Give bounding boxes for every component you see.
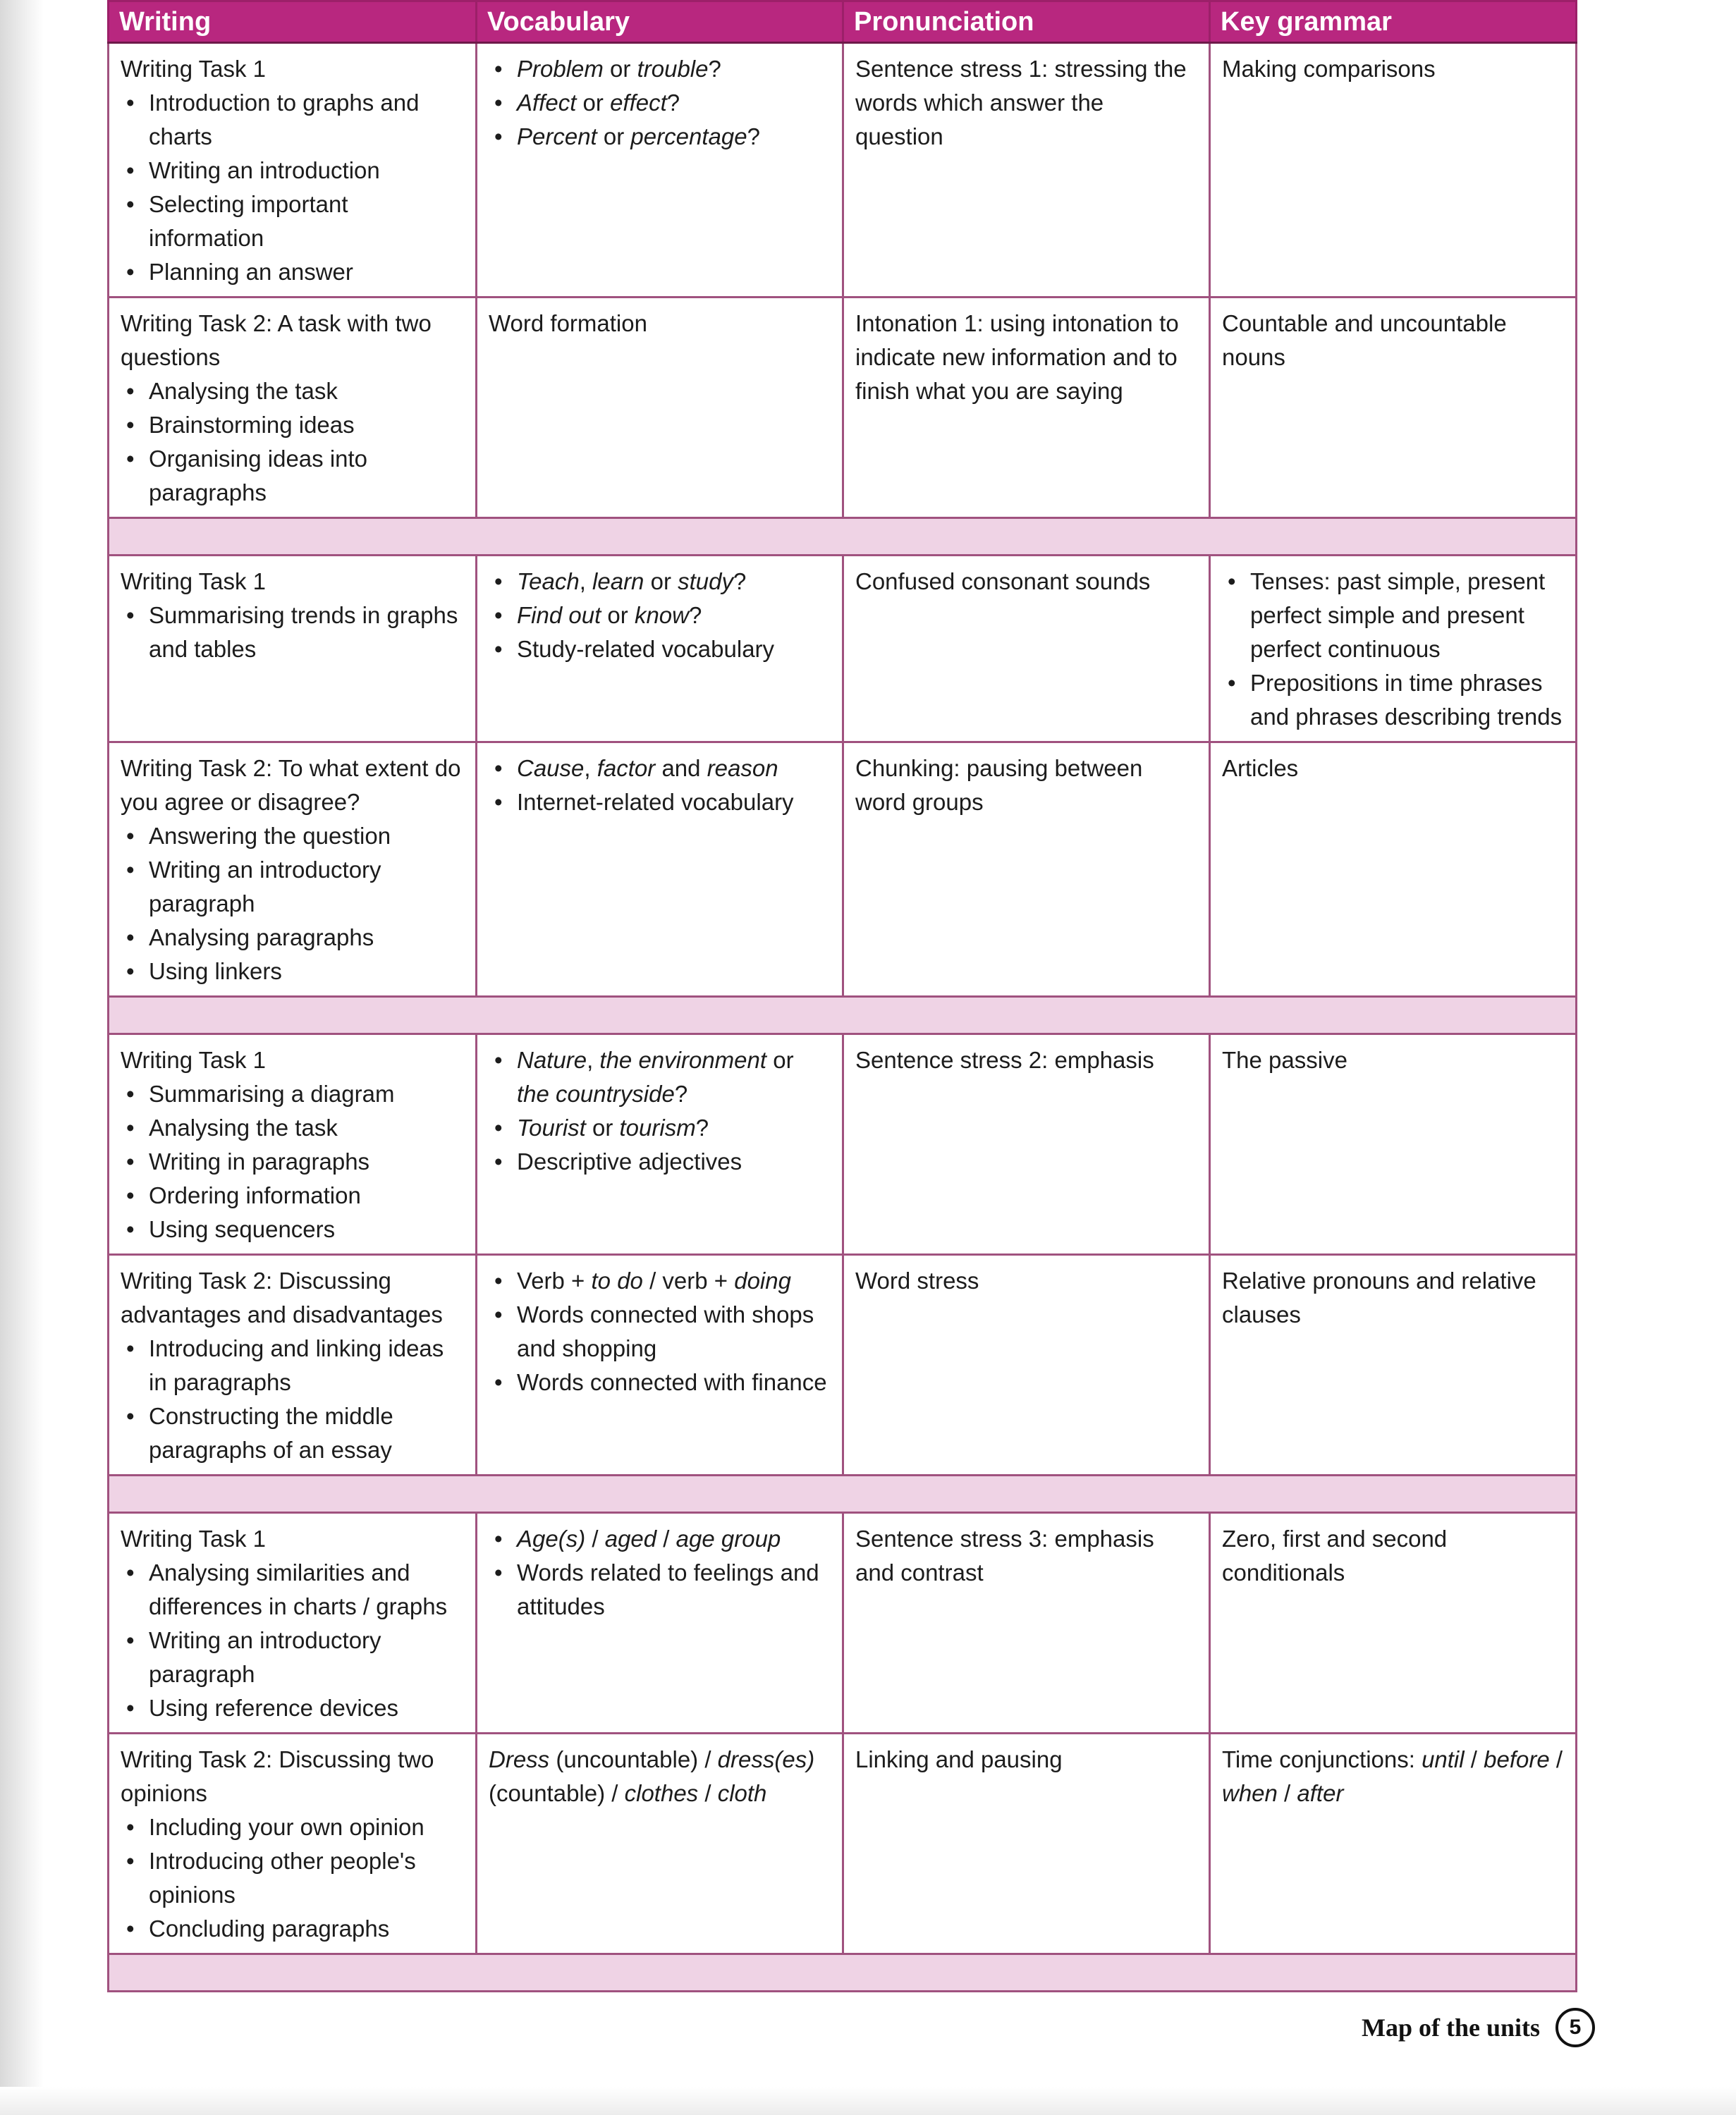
cell-lead-text: Zero, first and second conditionals xyxy=(1222,1526,1448,1586)
cell-vocabulary xyxy=(477,1513,843,1734)
cell-lead-text: Sentence stress 1: stressing the words which answer the question xyxy=(855,56,1187,149)
table-row xyxy=(109,298,1577,518)
cell-grammar xyxy=(1210,43,1577,298)
cell-lead-text: Making comparisons xyxy=(1222,56,1436,82)
cell-vocabulary xyxy=(477,298,843,518)
list-item: • Internet-related vocabulary xyxy=(489,785,831,819)
list-item: • Brainstorming ideas xyxy=(121,408,464,442)
bullet-list xyxy=(121,1810,464,1946)
cell-vocabulary xyxy=(477,43,843,298)
bullet-list xyxy=(489,1264,831,1399)
cell-lead-text: Writing Task 1 xyxy=(121,1047,267,1073)
list-item: • Nature, the environment or the countryside? xyxy=(489,1043,831,1111)
cell-lead-text: Countable and uncountable nouns xyxy=(1222,310,1507,370)
cell-lead-text: Writing Task 1 xyxy=(121,1526,267,1552)
cell-lead-text: Writing Task 2: Discussing two opinions xyxy=(121,1746,434,1806)
bullet-list xyxy=(121,599,464,666)
cell-lead-text: Word formation xyxy=(489,310,647,336)
cell-writing xyxy=(109,1734,477,1954)
list-item: • Analysing similarities and differences in charts / graphs xyxy=(121,1556,464,1624)
cell-writing xyxy=(109,1034,477,1255)
list-item: • Introduction to graphs and charts xyxy=(121,86,464,154)
cell-lead-text: Writing Task 2: A task with two questions xyxy=(121,310,432,370)
page-bottom-shadow xyxy=(0,2087,1736,2115)
table-row xyxy=(109,1513,1577,1734)
cell-pronunciation xyxy=(843,1734,1210,1954)
list-item: • Analysing the task xyxy=(121,374,464,408)
list-item: • Summarising trends in graphs and tables xyxy=(121,599,464,666)
list-item: • Selecting important information xyxy=(121,188,464,255)
section-separator-cell xyxy=(109,997,1577,1034)
cell-lead-text: Writing Task 2: To what extent do you agree or disagree? xyxy=(121,755,461,815)
bullet-list xyxy=(121,374,464,510)
list-item: • Words connected with shops and shopping xyxy=(489,1298,831,1366)
cell-writing xyxy=(109,43,477,298)
list-item: • Using reference devices xyxy=(121,1691,464,1725)
cell-pronunciation xyxy=(843,1513,1210,1734)
cell-lead-text: Articles xyxy=(1222,755,1299,781)
table-row xyxy=(109,1034,1577,1255)
list-item: • Affect or effect? xyxy=(489,86,831,120)
cell-grammar xyxy=(1210,556,1577,742)
list-item: • Answering the question xyxy=(121,819,464,853)
list-item: • Verb + to do / verb + doing xyxy=(489,1264,831,1298)
list-item: • Analysing paragraphs xyxy=(121,921,464,955)
section-separator-row xyxy=(109,1954,1577,1992)
list-item: • Constructing the middle paragraphs of an essay xyxy=(121,1399,464,1467)
list-item: • Concluding paragraphs xyxy=(121,1912,464,1946)
bullet-list xyxy=(121,1332,464,1467)
list-item: • Introducing and linking ideas in paragraphs xyxy=(121,1332,464,1399)
cell-grammar xyxy=(1210,1734,1577,1954)
bullet-list xyxy=(1222,565,1564,734)
cell-writing xyxy=(109,742,477,997)
header-key-grammar: Key grammar xyxy=(1210,1,1577,43)
list-item: • Summarising a diagram xyxy=(121,1077,464,1111)
table-row xyxy=(109,43,1577,298)
section-separator-cell xyxy=(109,518,1577,556)
bullet-list xyxy=(121,819,464,988)
table-row xyxy=(109,1734,1577,1954)
list-item: • Introducing other people's opinions xyxy=(121,1844,464,1912)
cell-writing xyxy=(109,1513,477,1734)
cell-pronunciation xyxy=(843,1255,1210,1476)
list-item: • Words related to feelings and attitudes xyxy=(489,1556,831,1624)
cell-pronunciation xyxy=(843,298,1210,518)
cell-lead-text: Chunking: pausing between word groups xyxy=(855,755,1143,815)
list-item: • Using sequencers xyxy=(121,1213,464,1246)
bullet-list xyxy=(121,1077,464,1246)
list-item: • Problem or trouble? xyxy=(489,52,831,86)
bullet-list xyxy=(121,86,464,289)
list-item: • Including your own opinion xyxy=(121,1810,464,1844)
cell-lead-text: Time conjunctions: until / before / when / after xyxy=(1222,1746,1563,1806)
cell-pronunciation xyxy=(843,43,1210,298)
header-writing: Writing xyxy=(109,1,477,43)
table-header-row xyxy=(109,1,1577,43)
list-item: • Analysing the task xyxy=(121,1111,464,1145)
bullet-list xyxy=(121,1556,464,1725)
list-item: • Cause, factor and reason xyxy=(489,752,831,785)
cell-writing xyxy=(109,1255,477,1476)
list-item: • Study-related vocabulary xyxy=(489,632,831,666)
table-row xyxy=(109,742,1577,997)
list-item: • Using linkers xyxy=(121,955,464,988)
bullet-list xyxy=(489,52,831,154)
bullet-list xyxy=(489,565,831,666)
cell-grammar xyxy=(1210,1034,1577,1255)
bullet-list xyxy=(489,1043,831,1179)
section-separator-row xyxy=(109,518,1577,556)
page-footer xyxy=(1362,2008,1595,2047)
cell-lead-text: Dress (uncountable) / dress(es) (countable) / clothes / cloth xyxy=(489,1746,815,1806)
list-item: • Age(s) / aged / age group xyxy=(489,1522,831,1556)
cell-lead-text: Writing Task 2: Discussing advantages and disadvantages xyxy=(121,1268,443,1328)
cell-lead-text: Intonation 1: using intonation to indicate new information and to finish what you are saying xyxy=(855,310,1179,404)
list-item: • Find out or know? xyxy=(489,599,831,632)
header-vocabulary: Vocabulary xyxy=(477,1,843,43)
section-separator-cell xyxy=(109,1476,1577,1513)
list-item: • Teach, learn or study? xyxy=(489,565,831,599)
list-item: • Ordering information xyxy=(121,1179,464,1213)
cell-vocabulary xyxy=(477,742,843,997)
cell-writing xyxy=(109,298,477,518)
page-number: 5 xyxy=(1555,2008,1595,2047)
list-item: • Writing an introduction xyxy=(121,154,464,188)
section-separator-row xyxy=(109,1476,1577,1513)
cell-pronunciation xyxy=(843,1034,1210,1255)
cell-lead-text: Word stress xyxy=(855,1268,979,1294)
section-separator-cell xyxy=(109,1954,1577,1992)
cell-vocabulary xyxy=(477,1255,843,1476)
cell-pronunciation xyxy=(843,742,1210,997)
header-pronunciation: Pronunciation xyxy=(843,1,1210,43)
list-item: • Organising ideas into paragraphs xyxy=(121,442,464,510)
cell-lead-text: Linking and pausing xyxy=(855,1746,1063,1772)
list-item: • Writing an introductory paragraph xyxy=(121,853,464,921)
section-separator-row xyxy=(109,997,1577,1034)
cell-lead-text: Writing Task 1 xyxy=(121,56,267,82)
list-item: • Words connected with finance xyxy=(489,1366,831,1399)
cell-grammar xyxy=(1210,1513,1577,1734)
cell-vocabulary xyxy=(477,556,843,742)
bullet-list xyxy=(489,1522,831,1624)
list-item: • Writing in paragraphs xyxy=(121,1145,464,1179)
footer-title: Map of the units xyxy=(1361,2013,1540,2042)
cell-grammar xyxy=(1210,1255,1577,1476)
cell-lead-text: Sentence stress 3: emphasis and contrast xyxy=(855,1526,1154,1586)
table-row xyxy=(109,556,1577,742)
cell-vocabulary xyxy=(477,1034,843,1255)
cell-lead-text: Writing Task 1 xyxy=(121,568,267,594)
cell-writing xyxy=(109,556,477,742)
units-map-table xyxy=(107,0,1577,1992)
cell-grammar xyxy=(1210,298,1577,518)
bullet-list xyxy=(489,752,831,819)
list-item: • Tourist or tourism? xyxy=(489,1111,831,1145)
cell-vocabulary xyxy=(477,1734,843,1954)
list-item: • Writing an introductory paragraph xyxy=(121,1624,464,1691)
cell-pronunciation xyxy=(843,556,1210,742)
table-row xyxy=(109,1255,1577,1476)
cell-grammar xyxy=(1210,742,1577,997)
list-item: • Planning an answer xyxy=(121,255,464,289)
list-item: • Prepositions in time phrases and phrases describing trends xyxy=(1222,666,1564,734)
list-item: • Descriptive adjectives xyxy=(489,1145,831,1179)
cell-lead-text: Relative pronouns and relative clauses xyxy=(1222,1268,1536,1328)
cell-lead-text: Confused consonant sounds xyxy=(855,568,1151,594)
cell-lead-text: Sentence stress 2: emphasis xyxy=(855,1047,1154,1073)
list-item: • Percent or percentage? xyxy=(489,120,831,154)
page-edge-shadow xyxy=(0,0,44,2115)
cell-lead-text: The passive xyxy=(1222,1047,1347,1073)
list-item: • Tenses: past simple, present perfect simple and present perfect continuous xyxy=(1222,565,1564,666)
table-body xyxy=(109,43,1577,1992)
